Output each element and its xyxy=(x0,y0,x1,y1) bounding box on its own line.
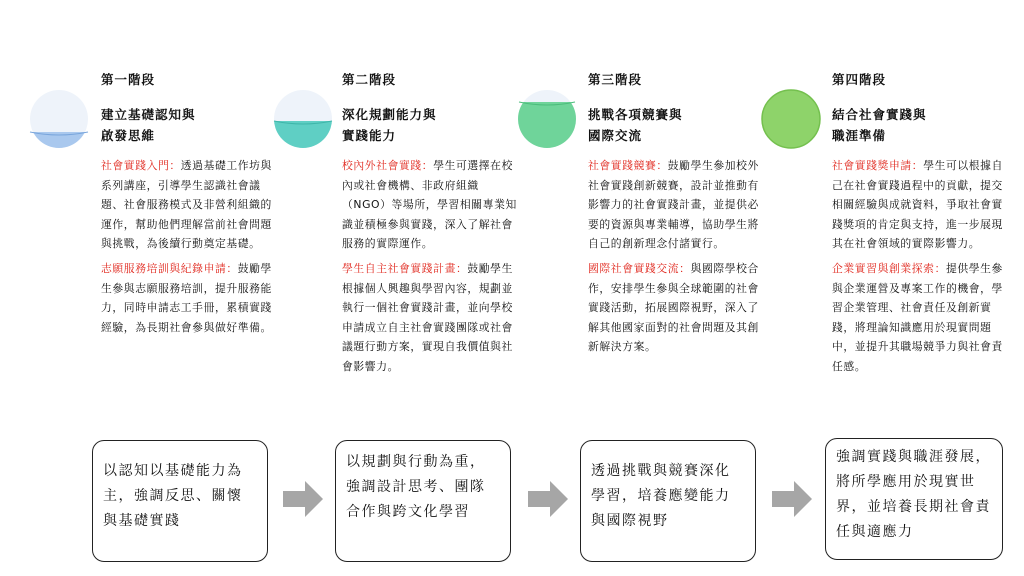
stage3-bowl-icon xyxy=(516,88,578,150)
stage2-title xyxy=(342,104,520,146)
stage4-paragraph2 xyxy=(832,259,1010,377)
stage2-column xyxy=(342,70,520,382)
stage3-title xyxy=(588,104,766,146)
stage2-bowl-icon xyxy=(272,88,334,150)
stage1-title xyxy=(101,104,279,146)
stage3-title-line1: 挑戰各項競賽與 xyxy=(588,107,683,122)
stage3-p1-text: 鼓勵學生參加校外社會實踐創新競賽，設計並推動有影響力的社會實踐計畫，並提供必要的資源與專業輔導，協助學生將自己的創新理念付諸實行。 xyxy=(588,159,759,251)
stage4-title xyxy=(832,104,1010,146)
stage1-p2-highlight: 志願服務培訓與紀錄申請： xyxy=(101,261,238,275)
stage1-column xyxy=(101,70,279,342)
stage4-p1-text: 學生可以根據自己在社會實踐過程中的貢獻，提交相關經驗與成就資料，爭取社會實踐獎項的肯定與支持，進一步展現其在社會領域的實際影響力。 xyxy=(832,159,1003,251)
stage4-title-line1: 結合社會實踐與 xyxy=(832,107,927,122)
stage2-summary-box: 以規劃與行動為重，強調設計思考、團隊合作與跨文化學習 xyxy=(335,440,511,562)
stage3-label: 第三階段 xyxy=(588,72,643,87)
stage4-column xyxy=(832,70,1010,382)
stage3-title-line2: 國際交流 xyxy=(588,128,643,143)
stage1-title-line1: 建立基礎認知與 xyxy=(101,107,196,122)
stage1-p2-text: 鼓勵學生參與志願服務培訓，提升服務能力，同時申請志工手冊，累積實踐經驗，為長期社會參與做好準備。 xyxy=(101,261,272,334)
stage2-title-line2: 實踐能力 xyxy=(342,128,397,143)
stage4-summary-box: 強調實踐與職涯發展，將所學應用於現實世界，並培養長期社會責任與適應力 xyxy=(825,438,1003,560)
right-arrow-icon xyxy=(281,478,325,520)
stage2-paragraph2 xyxy=(342,259,520,377)
stage1-label: 第一階段 xyxy=(101,72,156,87)
stage4-title-line2: 職涯準備 xyxy=(832,128,887,143)
stage1-summary-box: 以認知以基礎能力為主，強調反思、關懷與基礎實踐 xyxy=(92,440,268,562)
stage3-paragraph1 xyxy=(588,156,766,254)
stage4-p1-highlight: 社會實踐獎申請： xyxy=(832,159,924,172)
stage1-paragraph1 xyxy=(101,156,279,254)
stage1-p1-highlight: 社會實踐入門： xyxy=(101,159,181,172)
stage4-p2-text: 提供學生參與企業運營及專案工作的機會，學習企業管理、社會責任及創新實踐，將理論知識應用於現實問題中，並提升其職場競爭力與社會責任感。 xyxy=(832,261,1003,373)
stage3-summary-box: 透過挑戰與競賽深化學習，培養應變能力與國際視野 xyxy=(580,440,756,562)
stage4-p2-highlight: 企業實習與創業探索： xyxy=(832,261,946,275)
stage2-label: 第二階段 xyxy=(342,72,397,87)
stage2-p2-highlight: 學生自主社會實踐計畫： xyxy=(342,261,468,275)
stage3-column xyxy=(588,70,766,362)
stage3-p2-highlight: 國際社會實踐交流： xyxy=(588,261,691,275)
stage1-p1-text: 透過基礎工作坊與系列講座，引導學生認識社會議題、社會服務模式及非營利組織的運作，幫助他們理解當前社會問題與挑戰，為後續行動奠定基礎。 xyxy=(101,159,272,251)
stage3-p2-text: 與國際學校合作，安排學生參與全球範圍的社會實踐活動，拓展國際視野，深入了解其他國家面對的社會問題及其創新解決方案。 xyxy=(588,261,759,354)
stage4-label: 第四階段 xyxy=(832,72,887,87)
stage2-p1-text: 學生可選擇在校內或社會機構、非政府組織（NGO）等場所，學習相關專業知識並積極參與實踐，深入了解社會服務的實際運作。 xyxy=(342,159,517,251)
stage2-title-line1: 深化規劃能力與 xyxy=(342,107,437,122)
stage2-paragraph1 xyxy=(342,156,520,254)
stage4-paragraph1 xyxy=(832,156,1010,254)
stage1-bowl-icon xyxy=(28,88,90,150)
stage4-bowl-icon xyxy=(760,88,822,150)
stage1-paragraph2 xyxy=(101,259,279,337)
stage3-paragraph2 xyxy=(588,259,766,357)
right-arrow-icon xyxy=(770,478,814,520)
stage2-p2-text: 鼓勵學生根據個人興趣與學習內容，規劃並執行一個社會實踐計畫，並向學校申請成立自主社會實踐團隊或社會議題行動方案，實現自我價值與社會影響力。 xyxy=(342,261,513,373)
stage3-p1-highlight: 社會實踐競賽： xyxy=(588,159,668,172)
stage1-title-line2: 啟發思維 xyxy=(101,128,156,143)
stage2-p1-highlight: 校內外社會實踐： xyxy=(342,159,434,172)
right-arrow-icon xyxy=(526,478,570,520)
